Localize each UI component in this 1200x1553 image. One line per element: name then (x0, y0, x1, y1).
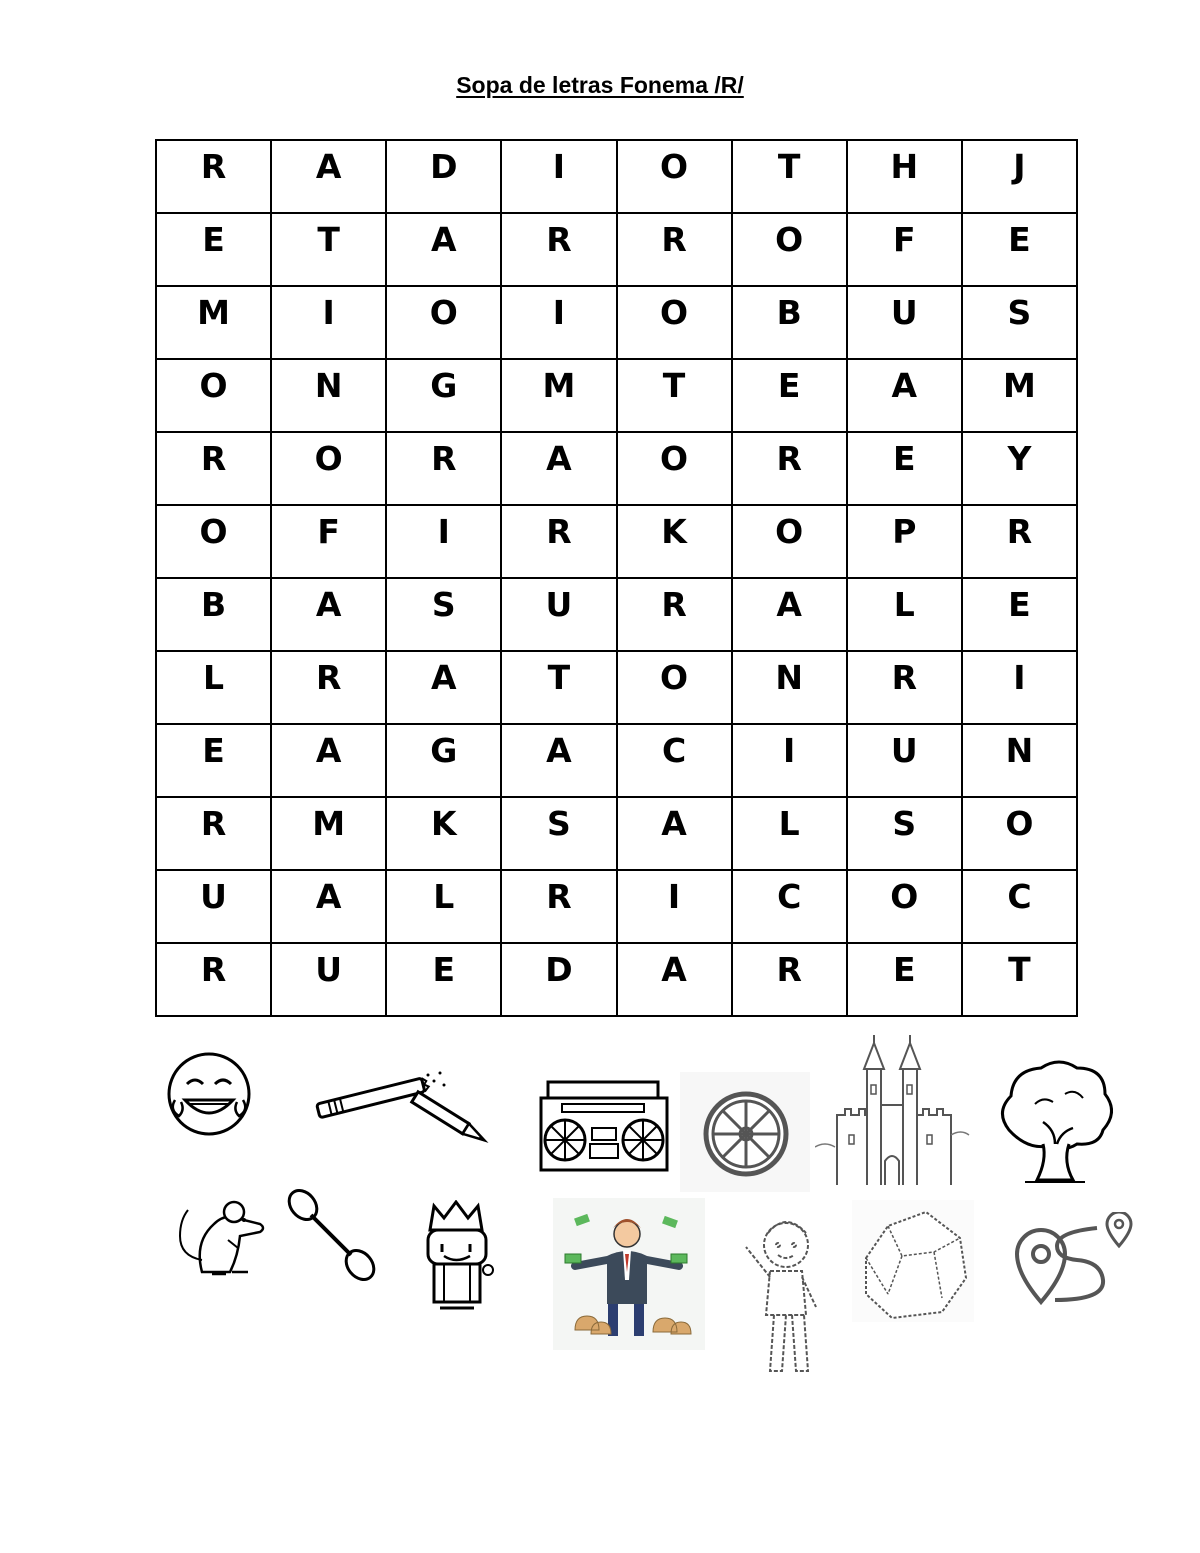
grid-cell: R (156, 797, 271, 870)
grid-cell: M (962, 359, 1077, 432)
grid-cell: R (386, 432, 501, 505)
grid-row (156, 286, 1077, 359)
grid-cell: R (501, 505, 616, 578)
grid-cell: E (156, 724, 271, 797)
grid-cell: A (617, 943, 732, 1016)
grid-row (156, 432, 1077, 505)
grid-cell: A (271, 140, 386, 213)
grid-row (156, 724, 1077, 797)
grid-row (156, 870, 1077, 943)
grid-cell: J (962, 140, 1077, 213)
grid-cell: K (617, 505, 732, 578)
grid-cell: H (847, 140, 962, 213)
grid-cell: A (271, 870, 386, 943)
grid-cell: B (732, 286, 847, 359)
grid-cell: N (732, 651, 847, 724)
grid-cell: O (847, 870, 962, 943)
grid-cell: S (847, 797, 962, 870)
grid-cell: T (732, 140, 847, 213)
grid-cell: T (962, 943, 1077, 1016)
rock-icon (852, 1200, 974, 1322)
grid-cell: M (271, 797, 386, 870)
grid-cell: A (386, 651, 501, 724)
grid-cell: A (617, 797, 732, 870)
mouse-icon (172, 1190, 272, 1282)
grid-cell: E (962, 578, 1077, 651)
radio-icon (538, 1078, 670, 1174)
grid-cell: A (501, 724, 616, 797)
grid-cell: B (156, 578, 271, 651)
grid-cell: M (156, 286, 271, 359)
grid-cell: M (501, 359, 616, 432)
word-search-grid (155, 139, 1078, 1017)
grid-cell: S (501, 797, 616, 870)
castle-icon (815, 1035, 970, 1190)
grid-cell: C (617, 724, 732, 797)
grid-cell: U (847, 286, 962, 359)
grid-cell: N (271, 359, 386, 432)
grid-cell: A (501, 432, 616, 505)
grid-cell: L (386, 870, 501, 943)
grid-cell: G (386, 724, 501, 797)
grid-cell: K (386, 797, 501, 870)
grid-cell: R (271, 651, 386, 724)
grid-cell: O (732, 213, 847, 286)
grid-cell: A (386, 213, 501, 286)
grid-cell: O (617, 140, 732, 213)
grid-cell: O (386, 286, 501, 359)
grid-cell: A (847, 359, 962, 432)
grid-cell: E (847, 943, 962, 1016)
grid-cell: R (156, 943, 271, 1016)
grid-cell: I (617, 870, 732, 943)
king-icon (418, 1200, 500, 1312)
boy-icon (730, 1205, 840, 1385)
grid-row (156, 359, 1077, 432)
grid-cell: R (732, 943, 847, 1016)
grid-cell: R (617, 213, 732, 286)
grid-cell: S (962, 286, 1077, 359)
grid-row (156, 140, 1077, 213)
grid-cell: P (847, 505, 962, 578)
grid-cell: D (386, 140, 501, 213)
page-title: Sopa de letras Fonema /R/ (456, 72, 744, 98)
tree-icon (995, 1060, 1113, 1188)
grid-cell: I (962, 651, 1077, 724)
grid-cell: R (962, 505, 1077, 578)
grid-cell: U (271, 943, 386, 1016)
grid-row (156, 578, 1077, 651)
grid-row (156, 943, 1077, 1016)
grid-cell: O (617, 651, 732, 724)
grid-cell: R (617, 578, 732, 651)
grid-cell: R (732, 432, 847, 505)
grid-cell: T (501, 651, 616, 724)
grid-cell: R (156, 140, 271, 213)
grid-cell: O (962, 797, 1077, 870)
grid-row (156, 797, 1077, 870)
grid-cell: S (386, 578, 501, 651)
wheel-icon (680, 1072, 810, 1192)
grid-cell: I (732, 724, 847, 797)
grid-cell: F (847, 213, 962, 286)
rich-man-icon (553, 1198, 705, 1350)
grid-cell: C (732, 870, 847, 943)
grid-cell: T (617, 359, 732, 432)
laughing-face-icon (165, 1050, 253, 1138)
grid-cell: E (847, 432, 962, 505)
grid-cell: O (156, 505, 271, 578)
grid-cell: U (156, 870, 271, 943)
grid-cell: A (271, 724, 386, 797)
grid-row (156, 651, 1077, 724)
route-icon (1015, 1212, 1135, 1310)
grid-cell: D (501, 943, 616, 1016)
grid-cell: L (732, 797, 847, 870)
grid-cell: U (847, 724, 962, 797)
grid-cell: E (962, 213, 1077, 286)
grid-cell: R (156, 432, 271, 505)
grid-cell: A (271, 578, 386, 651)
grid-cell: E (386, 943, 501, 1016)
grid-cell: L (156, 651, 271, 724)
grid-cell: O (617, 432, 732, 505)
grid-cell: C (962, 870, 1077, 943)
grid-cell: O (732, 505, 847, 578)
cotton-swab-icon (285, 1188, 380, 1283)
grid-cell: L (847, 578, 962, 651)
grid-row (156, 505, 1077, 578)
grid-cell: O (617, 286, 732, 359)
grid-cell: G (386, 359, 501, 432)
grid-cell: E (156, 213, 271, 286)
grid-cell: T (271, 213, 386, 286)
grid-row (156, 213, 1077, 286)
grid-cell: I (386, 505, 501, 578)
grid-cell: R (501, 213, 616, 286)
grid-cell: O (156, 359, 271, 432)
grid-cell: I (501, 140, 616, 213)
grid-cell: N (962, 724, 1077, 797)
grid-cell: O (271, 432, 386, 505)
grid-cell: A (732, 578, 847, 651)
grid-cell: I (271, 286, 386, 359)
grid-cell: I (501, 286, 616, 359)
grid-cell: F (271, 505, 386, 578)
grid-cell: U (501, 578, 616, 651)
grid-cell: R (847, 651, 962, 724)
grid-cell: R (501, 870, 616, 943)
grid-cell: Y (962, 432, 1077, 505)
grid-cell: E (732, 359, 847, 432)
broken-pencil-icon (310, 1065, 500, 1155)
